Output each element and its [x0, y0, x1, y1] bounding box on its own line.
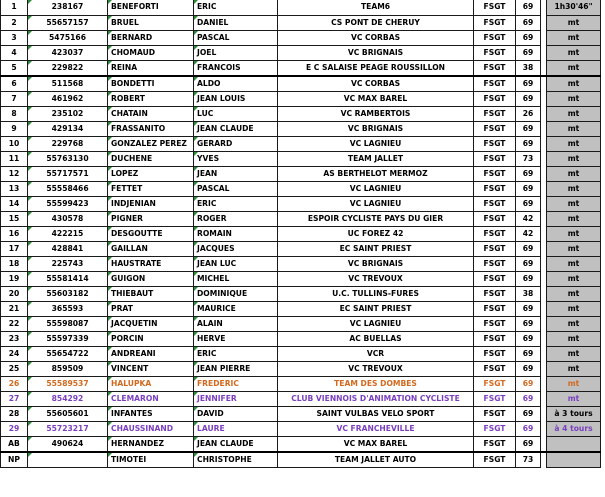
licence-cell: 238167 — [28, 0, 108, 15]
surname-cell: REINA — [108, 60, 194, 76]
firstname-cell: PASCAL — [194, 181, 278, 196]
federation-cell: FSGT — [474, 30, 516, 45]
result-row — [1, 166, 601, 181]
surname-cell: FRASSANITO — [108, 121, 194, 136]
surname-cell: LOPEZ — [108, 166, 194, 181]
time-cell: mt — [547, 196, 601, 211]
result-row — [1, 91, 601, 106]
time-cell: mt — [547, 121, 601, 136]
club-cell: VC LAGNIEU — [278, 181, 474, 196]
firstname-cell: JOEL — [194, 45, 278, 60]
club-cell: VC MAX BAREL — [278, 91, 474, 106]
surname-cell: CHATAIN — [108, 106, 194, 121]
result-row — [1, 301, 601, 316]
federation-cell: FSGT — [474, 301, 516, 316]
federation-cell: FSGT — [474, 181, 516, 196]
firstname-cell: LAURE — [194, 421, 278, 436]
result-row — [1, 271, 601, 286]
firstname-cell: DOMINIQUE — [194, 286, 278, 301]
federation-cell: FSGT — [474, 0, 516, 15]
firstname-cell: ALDO — [194, 76, 278, 92]
result-row — [1, 376, 601, 391]
result-row — [1, 60, 601, 76]
licence-cell: 55597339 — [28, 331, 108, 346]
department-cell: 73 — [516, 452, 541, 468]
firstname-cell: JEAN CLAUDE — [194, 121, 278, 136]
result-row — [1, 30, 601, 45]
firstname-cell: GERARD — [194, 136, 278, 151]
result-row — [1, 121, 601, 136]
club-cell: VC BRIGNAIS — [278, 121, 474, 136]
time-cell: à 4 tours — [547, 421, 601, 436]
rank-cell: 19 — [1, 271, 28, 286]
surname-cell: PORCIN — [108, 331, 194, 346]
result-row — [1, 0, 601, 15]
rank-cell: 11 — [1, 151, 28, 166]
time-cell: mt — [547, 106, 601, 121]
firstname-cell: JEAN — [194, 166, 278, 181]
rank-cell: 10 — [1, 136, 28, 151]
department-cell: 69 — [516, 0, 541, 15]
time-cell: mt — [547, 271, 601, 286]
licence-cell: 859509 — [28, 361, 108, 376]
firstname-cell: JEAN CLAUDE — [194, 436, 278, 452]
rank-cell: 22 — [1, 316, 28, 331]
licence-cell: 423037 — [28, 45, 108, 60]
result-row — [1, 406, 601, 421]
time-cell: mt — [547, 361, 601, 376]
department-cell: 69 — [516, 166, 541, 181]
rank-cell: 24 — [1, 346, 28, 361]
federation-cell: FSGT — [474, 331, 516, 346]
surname-cell: ANDREANI — [108, 346, 194, 361]
federation-cell: FSGT — [474, 391, 516, 406]
surname-cell: PIGNER — [108, 211, 194, 226]
surname-cell: BERNARD — [108, 30, 194, 45]
department-cell: 69 — [516, 30, 541, 45]
club-cell: VC FRANCHEVILLE — [278, 421, 474, 436]
time-cell: mt — [547, 226, 601, 241]
surname-cell: HERNANDEZ — [108, 436, 194, 452]
club-cell: VC CORBAS — [278, 76, 474, 92]
time-cell: mt — [547, 151, 601, 166]
firstname-cell: HERVE — [194, 331, 278, 346]
club-cell: VC BRIGNAIS — [278, 256, 474, 271]
surname-cell: ROBERT — [108, 91, 194, 106]
time-cell: mt — [547, 76, 601, 92]
department-cell: 69 — [516, 15, 541, 30]
rank-cell: 12 — [1, 166, 28, 181]
time-cell: mt — [547, 91, 601, 106]
firstname-cell: MAURICE — [194, 301, 278, 316]
surname-cell: FETTET — [108, 181, 194, 196]
time-cell: mt — [547, 241, 601, 256]
licence-cell: 854292 — [28, 391, 108, 406]
department-cell: 69 — [516, 91, 541, 106]
rank-cell: 18 — [1, 256, 28, 271]
surname-cell: HALUPKA — [108, 376, 194, 391]
firstname-cell: YVES — [194, 151, 278, 166]
federation-cell: FSGT — [474, 452, 516, 468]
surname-cell: VINCENT — [108, 361, 194, 376]
rank-cell: 4 — [1, 45, 28, 60]
department-cell: 69 — [516, 301, 541, 316]
rank-cell: 8 — [1, 106, 28, 121]
department-cell: 69 — [516, 391, 541, 406]
club-cell: EC SAINT PRIEST — [278, 241, 474, 256]
result-row — [1, 196, 601, 211]
club-cell: U.C. TULLINS-FURES — [278, 286, 474, 301]
club-cell: SAINT VULBAS VELO SPORT — [278, 406, 474, 421]
licence-cell: 55723217 — [28, 421, 108, 436]
club-cell: VCR — [278, 346, 474, 361]
club-cell: VC BRIGNAIS — [278, 45, 474, 60]
club-cell: CS PONT DE CHERUY — [278, 15, 474, 30]
licence-cell: 229822 — [28, 60, 108, 76]
time-cell: mt — [547, 331, 601, 346]
department-cell: 42 — [516, 226, 541, 241]
licence-cell: 430578 — [28, 211, 108, 226]
firstname-cell: ALAIN — [194, 316, 278, 331]
rank-cell: NP — [1, 452, 28, 468]
surname-cell: GAILLAN — [108, 241, 194, 256]
department-cell: 38 — [516, 286, 541, 301]
club-cell: AS BERTHELOT MERMOZ — [278, 166, 474, 181]
result-row — [1, 151, 601, 166]
surname-cell: INFANTES — [108, 406, 194, 421]
surname-cell: THIEBAUT — [108, 286, 194, 301]
rank-cell: 27 — [1, 391, 28, 406]
licence-cell — [28, 452, 108, 468]
result-row — [1, 452, 601, 468]
department-cell: 69 — [516, 316, 541, 331]
federation-cell: FSGT — [474, 346, 516, 361]
firstname-cell: DAVID — [194, 406, 278, 421]
result-row — [1, 286, 601, 301]
licence-cell: 490624 — [28, 436, 108, 452]
federation-cell: FSGT — [474, 421, 516, 436]
club-cell: UC FOREZ 42 — [278, 226, 474, 241]
licence-cell: 55603182 — [28, 286, 108, 301]
surname-cell: DUCHENE — [108, 151, 194, 166]
surname-cell: HAUSTRATE — [108, 256, 194, 271]
department-cell: 69 — [516, 76, 541, 92]
result-row — [1, 346, 601, 361]
federation-cell: FSGT — [474, 406, 516, 421]
rank-cell: 20 — [1, 286, 28, 301]
federation-cell: FSGT — [474, 271, 516, 286]
federation-cell: FSGT — [474, 76, 516, 92]
department-cell: 69 — [516, 271, 541, 286]
firstname-cell: ERIC — [194, 0, 278, 15]
time-cell: mt — [547, 256, 601, 271]
federation-cell: FSGT — [474, 151, 516, 166]
firstname-cell: LUC — [194, 106, 278, 121]
surname-cell: TIMOTEI — [108, 452, 194, 468]
department-cell: 26 — [516, 106, 541, 121]
club-cell: TEAM6 — [278, 0, 474, 15]
licence-cell: 428841 — [28, 241, 108, 256]
firstname-cell: ROMAIN — [194, 226, 278, 241]
result-row — [1, 436, 601, 452]
licence-cell: 365593 — [28, 301, 108, 316]
firstname-cell: FRANCOIS — [194, 60, 278, 76]
federation-cell: FSGT — [474, 436, 516, 452]
federation-cell: FSGT — [474, 45, 516, 60]
federation-cell: FSGT — [474, 376, 516, 391]
result-row — [1, 15, 601, 30]
result-row — [1, 181, 601, 196]
rank-cell: 7 — [1, 91, 28, 106]
department-cell: 73 — [516, 151, 541, 166]
time-cell: mt — [547, 45, 601, 60]
licence-cell: 235102 — [28, 106, 108, 121]
firstname-cell: CHRISTOPHE — [194, 452, 278, 468]
licence-cell: 55605601 — [28, 406, 108, 421]
department-cell: 42 — [516, 211, 541, 226]
surname-cell: BRUEL — [108, 15, 194, 30]
time-cell: mt — [547, 15, 601, 30]
rank-cell: 5 — [1, 60, 28, 76]
firstname-cell: JEAN LUC — [194, 256, 278, 271]
result-row — [1, 361, 601, 376]
licence-cell: 55657157 — [28, 15, 108, 30]
club-cell: VC RAMBERTOIS — [278, 106, 474, 121]
time-cell: mt — [547, 60, 601, 76]
department-cell: 69 — [516, 45, 541, 60]
federation-cell: FSGT — [474, 196, 516, 211]
department-cell: 69 — [516, 136, 541, 151]
surname-cell: CHAUSSINAND — [108, 421, 194, 436]
surname-cell: BENEFORTI — [108, 0, 194, 15]
time-cell: mt — [547, 211, 601, 226]
result-row — [1, 331, 601, 346]
federation-cell: FSGT — [474, 106, 516, 121]
result-row — [1, 241, 601, 256]
time-cell: mt — [547, 181, 601, 196]
surname-cell: JACQUETIN — [108, 316, 194, 331]
federation-cell: FSGT — [474, 121, 516, 136]
rank-cell: 2 — [1, 15, 28, 30]
rank-cell: AB — [1, 436, 28, 452]
club-cell: TEAM JALLET — [278, 151, 474, 166]
result-row — [1, 76, 601, 92]
federation-cell: FSGT — [474, 241, 516, 256]
firstname-cell: FREDERIC — [194, 376, 278, 391]
surname-cell: GUIGON — [108, 271, 194, 286]
department-cell: 38 — [516, 60, 541, 76]
federation-cell: FSGT — [474, 91, 516, 106]
result-row — [1, 106, 601, 121]
club-cell: TEAM JALLET AUTO — [278, 452, 474, 468]
department-cell: 69 — [516, 331, 541, 346]
federation-cell: FSGT — [474, 361, 516, 376]
firstname-cell: JENNIFER — [194, 391, 278, 406]
time-cell: à 3 tours — [547, 406, 601, 421]
time-cell: mt — [547, 376, 601, 391]
rank-cell: 29 — [1, 421, 28, 436]
rank-cell: 25 — [1, 361, 28, 376]
time-cell — [547, 436, 601, 452]
time-cell: mt — [547, 166, 601, 181]
time-cell: mt — [547, 286, 601, 301]
licence-cell: 55558466 — [28, 181, 108, 196]
rank-cell: 9 — [1, 121, 28, 136]
rank-cell: 3 — [1, 30, 28, 45]
federation-cell: FSGT — [474, 286, 516, 301]
department-cell: 69 — [516, 346, 541, 361]
club-cell: ESPOIR CYCLISTE PAYS DU GIER — [278, 211, 474, 226]
result-row — [1, 256, 601, 271]
result-row — [1, 391, 601, 406]
rank-cell: 23 — [1, 331, 28, 346]
result-row — [1, 421, 601, 436]
firstname-cell: JACQUES — [194, 241, 278, 256]
surname-cell: INDJENIAN — [108, 196, 194, 211]
time-cell: mt — [547, 301, 601, 316]
firstname-cell: ROGER — [194, 211, 278, 226]
club-cell: AC BUELLAS — [278, 331, 474, 346]
rank-cell: 26 — [1, 376, 28, 391]
club-cell: VC LAGNIEU — [278, 316, 474, 331]
time-cell: mt — [547, 391, 601, 406]
club-cell: EC SAINT PRIEST — [278, 301, 474, 316]
rank-cell: 17 — [1, 241, 28, 256]
surname-cell: PRAT — [108, 301, 194, 316]
result-row — [1, 211, 601, 226]
surname-cell: CHOMAUD — [108, 45, 194, 60]
firstname-cell: JEAN LOUIS — [194, 91, 278, 106]
club-cell: CLUB VIENNOIS D'ANIMATION CYCLISTE — [278, 391, 474, 406]
firstname-cell: ERIC — [194, 196, 278, 211]
licence-cell: 55598087 — [28, 316, 108, 331]
club-cell: VC CORBAS — [278, 30, 474, 45]
federation-cell: FSGT — [474, 60, 516, 76]
federation-cell: FSGT — [474, 15, 516, 30]
time-cell: 1h30'46" — [547, 0, 601, 15]
licence-cell: 55599423 — [28, 196, 108, 211]
rank-cell: 28 — [1, 406, 28, 421]
licence-cell: 55589537 — [28, 376, 108, 391]
department-cell: 69 — [516, 181, 541, 196]
club-cell: VC MAX BAREL — [278, 436, 474, 452]
club-cell: TEAM DES DOMBES — [278, 376, 474, 391]
time-cell — [547, 452, 601, 468]
firstname-cell: MICHEL — [194, 271, 278, 286]
firstname-cell: ERIC — [194, 346, 278, 361]
rank-cell: 15 — [1, 211, 28, 226]
time-cell: mt — [547, 316, 601, 331]
department-cell: 69 — [516, 196, 541, 211]
department-cell: 69 — [516, 241, 541, 256]
federation-cell: FSGT — [474, 166, 516, 181]
rank-cell: 13 — [1, 181, 28, 196]
rank-cell: 14 — [1, 196, 28, 211]
licence-cell: 229768 — [28, 136, 108, 151]
federation-cell: FSGT — [474, 256, 516, 271]
department-cell: 69 — [516, 376, 541, 391]
firstname-cell: JEAN PIERRE — [194, 361, 278, 376]
time-cell: mt — [547, 346, 601, 361]
surname-cell: BONDETTI — [108, 76, 194, 92]
club-cell: VC LAGNIEU — [278, 196, 474, 211]
licence-cell: 55654722 — [28, 346, 108, 361]
club-cell: VC TREVOUX — [278, 271, 474, 286]
result-row — [1, 226, 601, 241]
department-cell: 69 — [516, 361, 541, 376]
department-cell: 69 — [516, 121, 541, 136]
licence-cell: 55581414 — [28, 271, 108, 286]
club-cell: E C SALAISE PEAGE ROUSSILLON — [278, 60, 474, 76]
club-cell: VC LAGNIEU — [278, 136, 474, 151]
licence-cell: 422215 — [28, 226, 108, 241]
licence-cell: 5475166 — [28, 30, 108, 45]
department-cell: 69 — [516, 421, 541, 436]
surname-cell: CLEMARON — [108, 391, 194, 406]
licence-cell: 429134 — [28, 121, 108, 136]
club-cell: VC TREVOUX — [278, 361, 474, 376]
time-cell: mt — [547, 136, 601, 151]
department-cell: 69 — [516, 436, 541, 452]
licence-cell: 511568 — [28, 76, 108, 92]
licence-cell: 461962 — [28, 91, 108, 106]
result-row — [1, 45, 601, 60]
results-rows — [1, 0, 601, 467]
rank-cell: 6 — [1, 76, 28, 92]
licence-cell: 55717571 — [28, 166, 108, 181]
licence-cell: 225743 — [28, 256, 108, 271]
result-row — [1, 316, 601, 331]
rank-cell: 16 — [1, 226, 28, 241]
federation-cell: FSGT — [474, 136, 516, 151]
federation-cell: FSGT — [474, 211, 516, 226]
department-cell: 69 — [516, 406, 541, 421]
result-row — [1, 136, 601, 151]
firstname-cell: PASCAL — [194, 30, 278, 45]
licence-cell: 55763130 — [28, 151, 108, 166]
federation-cell: FSGT — [474, 226, 516, 241]
firstname-cell: DANIEL — [194, 15, 278, 30]
department-cell: 69 — [516, 256, 541, 271]
rank-cell: 1 — [1, 0, 28, 15]
surname-cell: GONZALEZ PEREZ — [108, 136, 194, 151]
time-cell: mt — [547, 30, 601, 45]
surname-cell: DESGOUTTE — [108, 226, 194, 241]
rank-cell: 21 — [1, 301, 28, 316]
federation-cell: FSGT — [474, 316, 516, 331]
